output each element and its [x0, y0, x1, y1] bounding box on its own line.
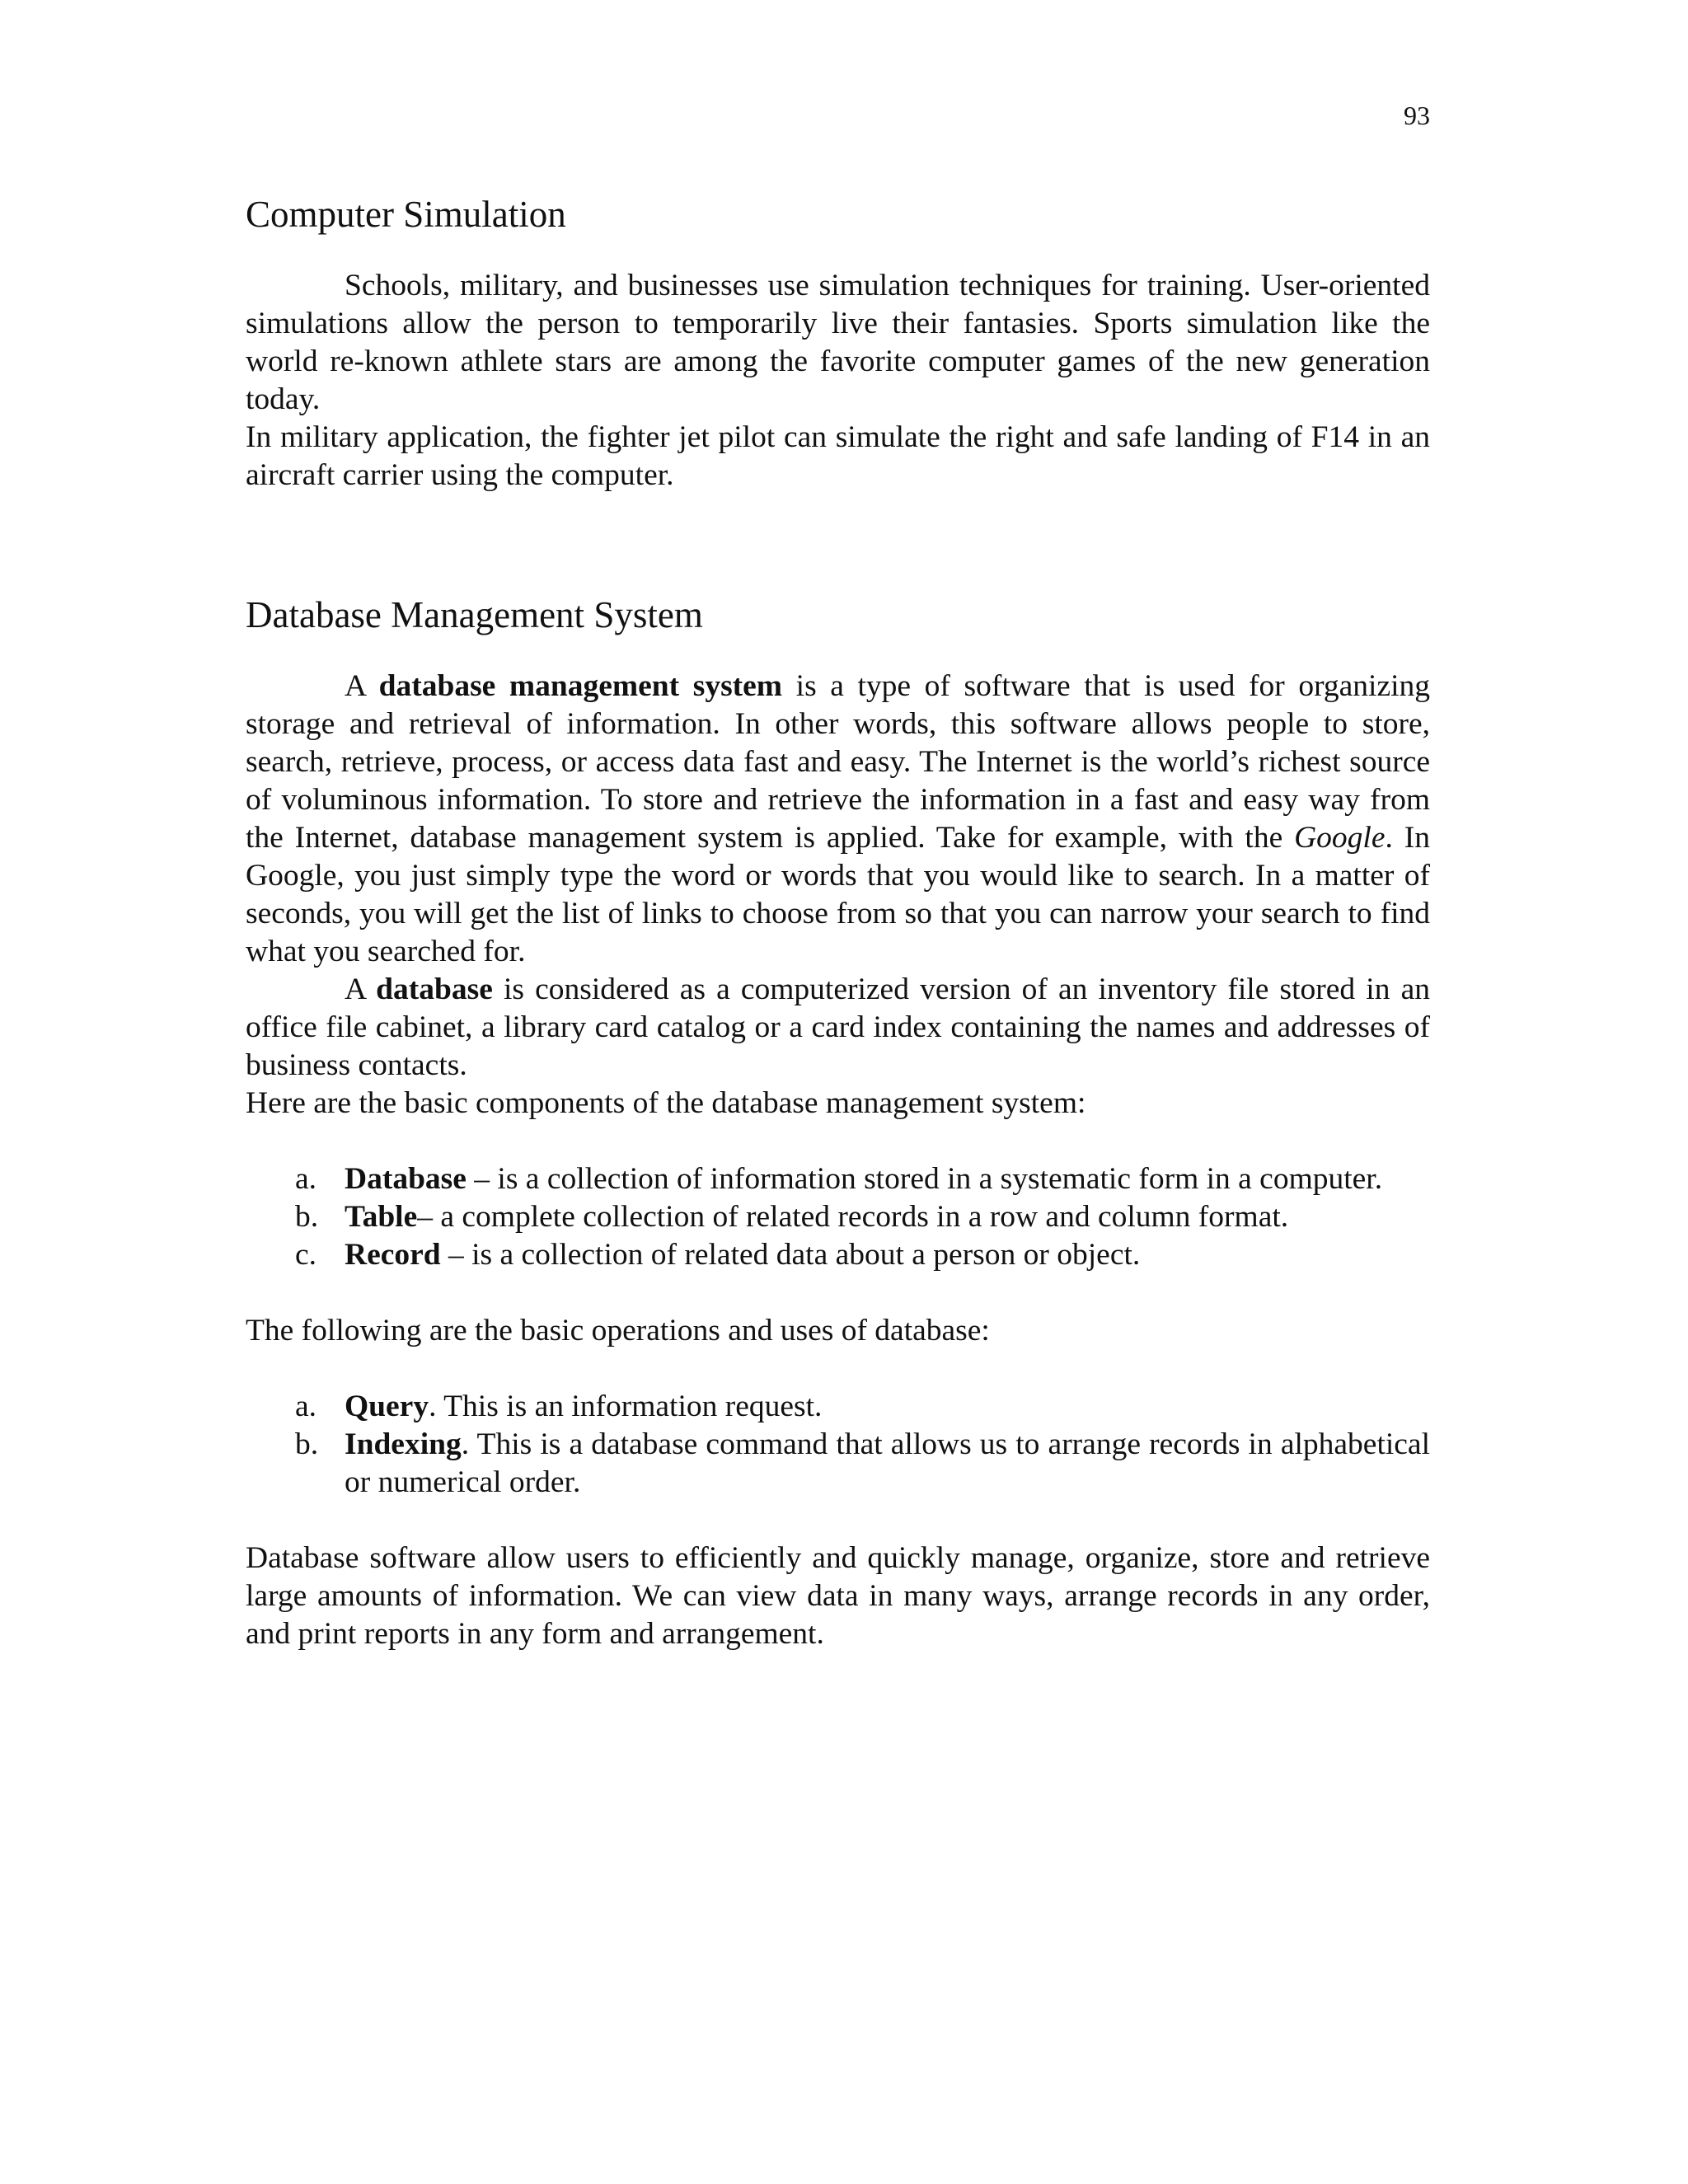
italic-term: Google: [1294, 821, 1386, 855]
page-content: [246, 190, 1430, 1653]
list-marker: a.: [295, 1390, 317, 1423]
list-text: – a complete collection of related records in a row and column format.: [417, 1200, 1289, 1234]
list-item: [246, 1426, 1430, 1502]
text-run: . In Google, you just simply type the word or words that you would like to search. In a matter of seconds, you will get the list of links to choose from so that you can narrow your search to find what you searched for.: [246, 821, 1430, 968]
list-text: – is a collection of information stored in a systematic form in a computer.: [466, 1162, 1383, 1196]
paragraph-dbms-definition: [246, 668, 1430, 971]
page-number: 93: [1404, 101, 1430, 130]
components-list: [246, 1160, 1430, 1274]
list-term: Database: [345, 1162, 467, 1196]
text-run: A: [345, 669, 379, 703]
list-term: Table: [345, 1200, 418, 1234]
list-marker: a.: [295, 1162, 317, 1196]
list-item: [246, 1198, 1430, 1236]
list-term: Query: [345, 1390, 429, 1423]
list-text: – is a collection of related data about a person or object.: [440, 1238, 1141, 1272]
list-text: . This is a database command that allows us to arrange records in alphabetical or numerical order.: [345, 1427, 1430, 1499]
list-term: Indexing: [345, 1427, 462, 1461]
bold-term: database: [376, 972, 493, 1006]
paragraph-closing: Database software allow users to efficiently and quickly manage, organize, store and retrieve large amounts of information. We can view data in many ways, arrange records in any order, and print reports in any form and arrangement.: [246, 1541, 1430, 1651]
list-text: . This is an information request.: [429, 1390, 823, 1423]
text-run: is considered as a computerized version of an inventory file stored in an office file cabinet, a library card catalog or a card index containing the names and addresses of business contacts.: [246, 972, 1430, 1082]
list-marker: b.: [295, 1427, 319, 1461]
paragraph-operations-intro: The following are the basic operations and uses of database:: [246, 1314, 990, 1347]
paragraph-military-application: In military application, the fighter jet pilot can simulate the right and safe landing of F14 in an aircraft carrier using the computer.: [246, 420, 1430, 492]
heading-database-management-system: Database Management System: [246, 594, 703, 635]
bold-term: database management system: [378, 669, 783, 703]
list-item: [246, 1388, 1430, 1426]
paragraph-simulation-intro: Schools, military, and businesses use simulation techniques for training. User-oriented simulations allow the person to temporarily live their fantasies. Sports simulation like the world re-known athlete stars are among the favorite computer games of the new generation today.: [246, 269, 1430, 416]
text-run: is a type of software that is used for organizing storage and retrieval of information. In other words, this software allows people to store, search, retrieve, process, or access data fast and easy. The Internet is the world’s richest source of voluminous information. To store and retrieve the information in a fast and easy way from the Internet, database management system is applied. Take for example, with the: [246, 669, 1431, 855]
text-run: A: [345, 972, 377, 1006]
operations-list: [246, 1388, 1430, 1502]
paragraph-components-intro: Here are the basic components of the database management system:: [246, 1086, 1086, 1120]
heading-computer-simulation: Computer Simulation: [246, 194, 566, 235]
list-item: [246, 1160, 1430, 1198]
list-marker: b.: [295, 1200, 319, 1234]
list-marker: c.: [295, 1238, 317, 1272]
list-term: Record: [345, 1238, 441, 1272]
paragraph-database-definition: [246, 971, 1430, 1085]
list-item: [246, 1236, 1430, 1274]
